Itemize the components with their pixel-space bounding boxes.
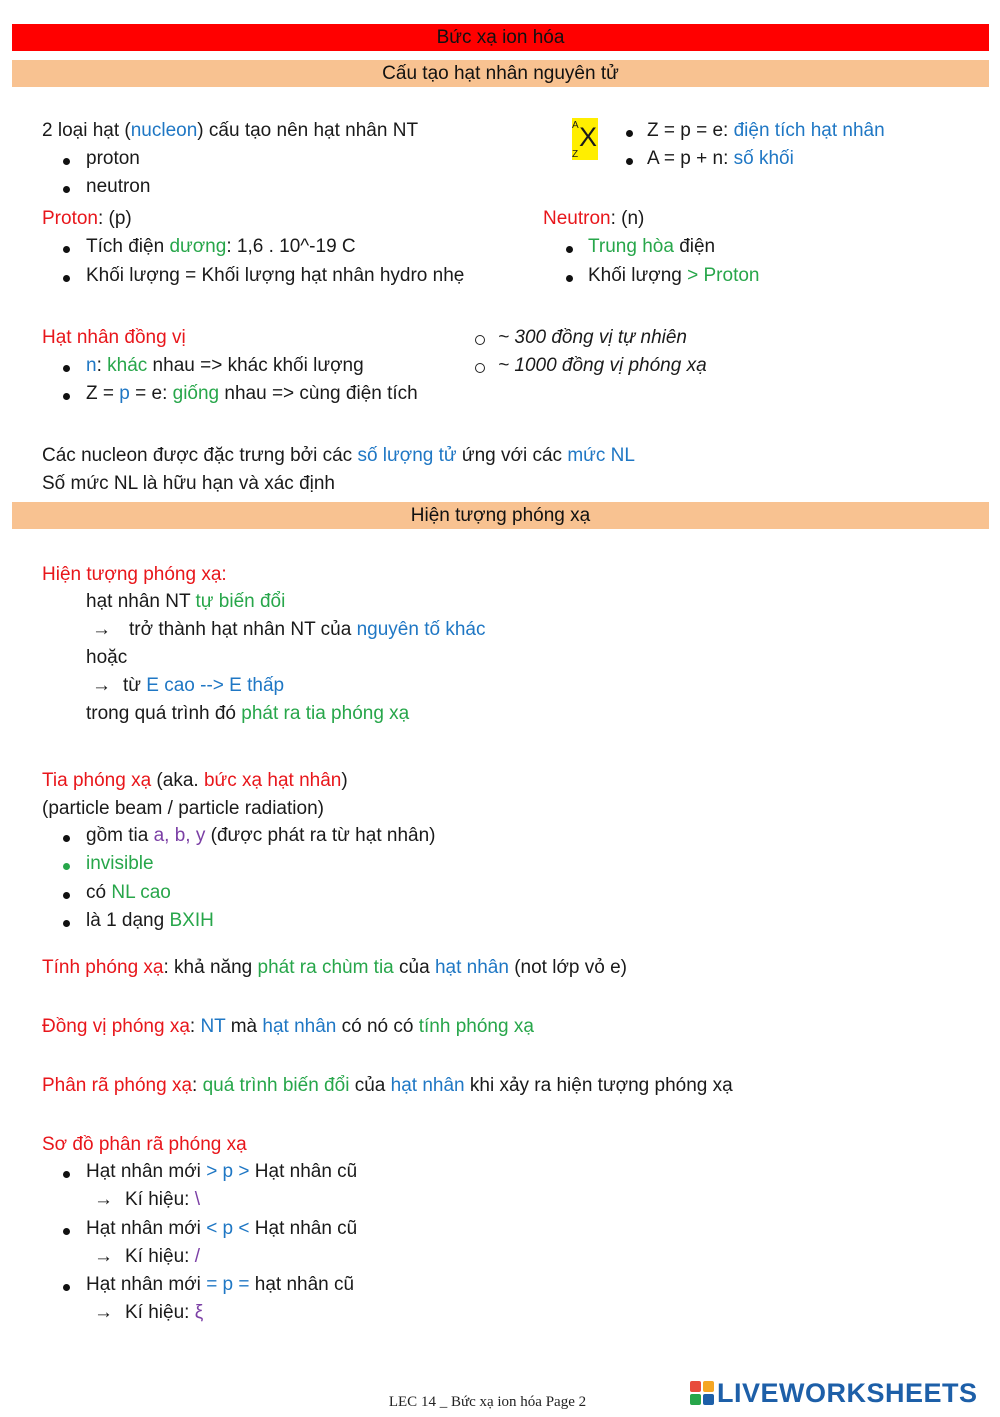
isotope-heading: Hạt nhân đồng vị <box>42 327 186 348</box>
ray-item-invisible: invisible <box>86 853 154 874</box>
ray-item-energy: có NL cao <box>86 882 171 903</box>
energy-levels-line: Số mức NL là hữu hạn và xác định <box>42 473 335 494</box>
isotope-proton-line: Z = p = e: giống nhau => cùng điện tích <box>86 383 418 404</box>
atomic-number-label: Z <box>572 149 579 160</box>
isotope-neutron-line: n: khác nhau => khác khối lượng <box>86 355 364 376</box>
phenomenon-line-5: trong quá trình đó phát ra tia phóng xạ <box>86 703 410 724</box>
arrow-icon: → <box>94 1302 113 1323</box>
phenomenon-heading: Hiện tượng phóng xạ: <box>42 564 227 585</box>
ray-item-types: gồm tia a, b, y (được phát ra từ hạt nhân) <box>86 825 436 846</box>
page-title: Bức xạ ion hóa <box>436 27 565 48</box>
nucleon-intro: 2 loại hạt (nucleon) cấu tạo nên hạt nhân NT <box>42 120 419 141</box>
nucleon-term: nucleon <box>130 120 198 141</box>
bullet <box>63 1284 70 1291</box>
neutron-heading: Neutron: (n) <box>543 208 645 229</box>
neutron-charge: Trung hòa điện <box>588 236 716 257</box>
bullet <box>63 275 70 282</box>
page-footer: LEC 14 _ Bức xạ ion hóa Page 2 <box>388 1394 587 1410</box>
bullet <box>63 835 70 842</box>
bullet <box>63 246 70 253</box>
z-definition: Z = p = e: điện tích hạt nhân <box>647 120 885 141</box>
bullet <box>63 863 70 870</box>
radioactivity-definition: Tính phóng xạ: khả năng phát ra chùm tia của hạt nhân (not lớp vỏ e) <box>42 957 628 978</box>
circle-bullet <box>475 335 485 345</box>
section-bar-structure <box>12 60 989 87</box>
decay-item: Hạt nhân mới = p = hạt nhân cũ <box>86 1274 355 1295</box>
radioactive-isotopes: ~ 1000 đồng vị phóng xạ <box>498 355 707 376</box>
list-item-neutron: neutron <box>86 176 151 197</box>
bullet <box>63 920 70 927</box>
phenomenon-line-1: hạt nhân NT tự biến đổi <box>86 591 286 612</box>
decay-item: Hạt nhân mới > p > Hạt nhân cũ <box>86 1161 358 1182</box>
neutron-mass: Khối lượng > Proton <box>588 265 760 286</box>
decay-definition: Phân rã phóng xạ: quá trình biến đổi của hạt nhân khi xảy ra hiện tượng phóng xạ <box>42 1075 733 1096</box>
liveworksheets-logo[interactable] <box>690 1378 978 1408</box>
decay-symbol-line: → Kí hiệu: \ <box>94 1189 200 1210</box>
proton-mass: Khối lượng = Khối lượng hạt nhân hydro nhẹ <box>86 265 465 286</box>
decay-symbol-line: → Kí hiệu: ξ <box>94 1302 204 1323</box>
section-title-structure: Cấu tạo hạt nhân nguyên tử <box>382 63 619 84</box>
bullet <box>626 130 633 137</box>
bullet <box>63 186 70 193</box>
section-bar-radioactivity <box>12 502 989 529</box>
ray-english: (particle beam / particle radiation) <box>42 798 324 819</box>
nuclide-symbol <box>572 118 598 160</box>
section-title-radioactivity: Hiện tượng phóng xạ <box>410 505 591 526</box>
mass-number-label: A <box>572 120 579 131</box>
ray-item-bxih: là 1 dạng BXIH <box>86 910 214 931</box>
quantum-numbers-line: Các nucleon được đặc trưng bởi các số lượng tử ứng với các mức NL <box>42 445 635 466</box>
bullet <box>566 246 573 253</box>
list-item-proton: proton <box>86 148 140 169</box>
phenomenon-line-3: hoặc <box>86 647 128 668</box>
decay-scheme-heading: Sơ đồ phân rã phóng xạ <box>42 1134 247 1155</box>
decay-item: Hạt nhân mới < p < Hạt nhân cũ <box>86 1218 358 1239</box>
arrow-icon: → <box>92 675 111 696</box>
arrow-icon: → <box>92 619 111 640</box>
element-symbol: X <box>579 122 598 152</box>
proton-heading: Proton: (p) <box>42 208 132 229</box>
circle-bullet <box>475 363 485 373</box>
bullet <box>63 1171 70 1178</box>
proton-charge: Tích điện dương: 1,6 . 10^-19 C <box>86 236 356 257</box>
bullet <box>63 892 70 899</box>
decay-symbol-line: → Kí hiệu: / <box>94 1246 200 1267</box>
arrow-icon: → <box>94 1189 113 1210</box>
ray-heading: Tia phóng xạ (aka. bức xạ hạt nhân) <box>42 770 348 791</box>
bullet <box>63 158 70 165</box>
radioisotope-definition: Đồng vị phóng xạ: NT mà hạt nhân có nó có tính phóng xạ <box>42 1016 534 1037</box>
bullet <box>626 158 633 165</box>
natural-isotopes: ~ 300 đồng vị tự nhiên <box>498 327 687 348</box>
bullet <box>63 365 70 372</box>
title-bar <box>12 24 989 51</box>
a-definition: A = p + n: số khối <box>647 148 794 169</box>
bullet <box>566 275 573 282</box>
phenomenon-line-2: → trở thành hạt nhân NT của nguyên tố khác <box>92 619 486 640</box>
logo-icon <box>690 1381 714 1405</box>
logo-text: LIVEWORKSHEETS <box>717 1377 978 1408</box>
bullet <box>63 1228 70 1235</box>
phenomenon-line-4: → từ E cao --> E thấp <box>92 675 285 696</box>
bullet <box>63 393 70 400</box>
arrow-icon: → <box>94 1246 113 1267</box>
